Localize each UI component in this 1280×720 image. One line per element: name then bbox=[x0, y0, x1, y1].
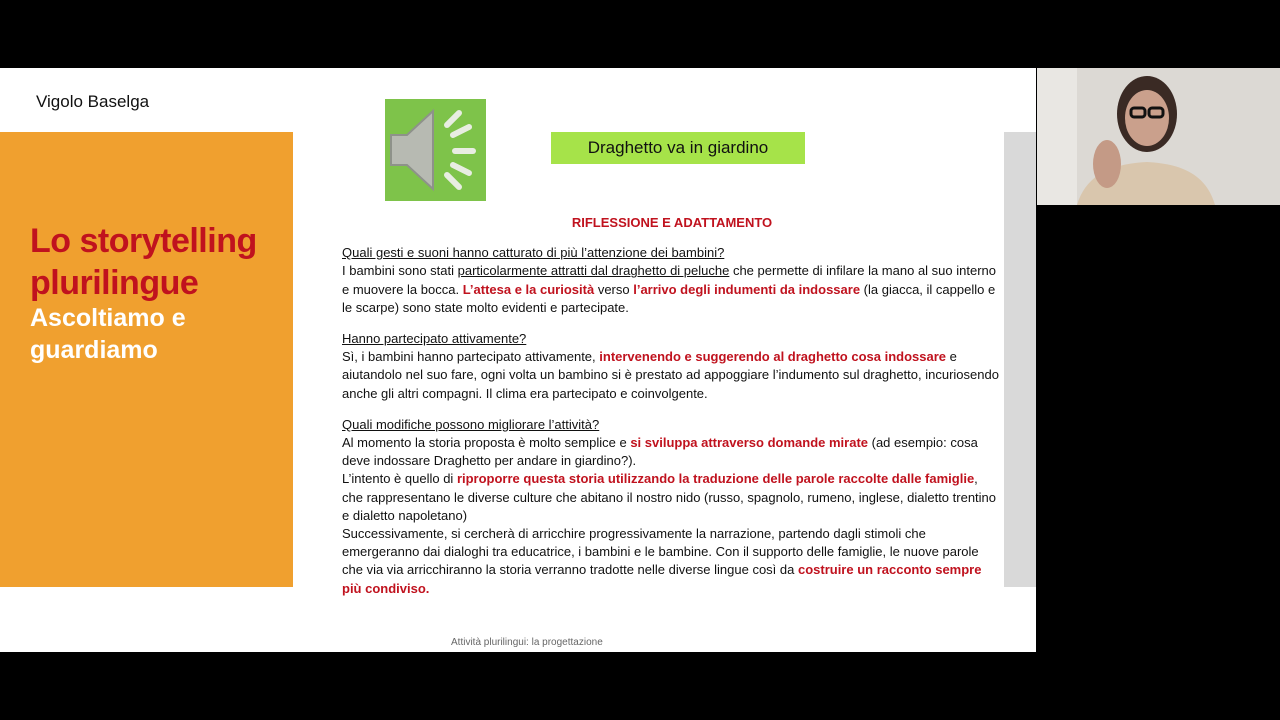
answer-1-text: (la giacca, il cappello e le scarpe) sono state molto evidenti e partecipate. bbox=[342, 281, 996, 315]
answer-3-text: Al momento la storia proposta è molto semplice e bbox=[342, 435, 631, 451]
section-heading: RIFLESSIONE E ADATTAMENTO bbox=[571, 215, 773, 230]
question-3: Quali modifiche possono migliorare l’attività? bbox=[342, 416, 600, 432]
answer-3-text: Successivamente, si cercherà di arricchire progressivamente la narrazione, partendo dagli stimoli che emergeranno dai dialoghi tra educatrice, i bambini e le bambine. Con il supporto delle famiglie, le nuove parole che via via arricchiranno la storia verranno tradotte nelle diverse lingue così da bbox=[342, 526, 979, 578]
question-block-3 bbox=[342, 416, 1002, 598]
answer-3-text: (ad esempio: cosa deve indossare Draghetto per andare in giardino?). bbox=[342, 435, 978, 469]
answer-3-text: , che rappresentano le diverse culture che abitano il nostro nido (russo, spagnolo, rumeno, inglese, dialetto trentino e dialetto napoletano) bbox=[342, 471, 997, 523]
question-1: Quali gesti e suoni hanno catturato di più l’attenzione dei bambini? bbox=[342, 245, 725, 261]
answer-3-highlight: si sviluppa attraverso domande mirate bbox=[630, 435, 869, 451]
answer-2-highlight: intervenendo e suggerendo al draghetto cosa indossare bbox=[599, 349, 947, 365]
answer-1-highlight: l’arrivo degli indumenti da indossare bbox=[633, 281, 861, 297]
answer-1-text: verso bbox=[594, 281, 634, 297]
webcam-video-thumbnail[interactable] bbox=[1037, 68, 1280, 205]
location-label: Vigolo Baselga bbox=[36, 92, 150, 111]
presenter-avatar bbox=[1037, 68, 1280, 205]
question-block-2 bbox=[342, 330, 1002, 403]
answer-2-text: e aiutandolo nel suo fare, ogni volta un bambino si è prestato ad appoggiare l’indumento sul draghetto, incuriosendo anche gli altri compagni. Il clima era partecipato e coinvolgente. bbox=[342, 349, 999, 401]
audio-play-button[interactable] bbox=[385, 99, 486, 201]
slide-body bbox=[342, 214, 1002, 611]
slide-title: Lo storytelling plurilingue bbox=[30, 222, 257, 302]
slide-subtitle: Ascoltiamo e guardiamo bbox=[30, 304, 186, 364]
answer-3-highlight: riproporre questa storia utilizzando la traduzione delle parole raccolte dalle famiglie bbox=[456, 471, 975, 487]
speaker-icon bbox=[385, 99, 486, 201]
answer-2-text: Sì, i bambini hanno partecipato attivamente, bbox=[342, 349, 600, 365]
presentation-slide bbox=[0, 68, 1036, 652]
answer-1-highlight: L’attesa e la curiosità bbox=[462, 281, 595, 297]
side-bar bbox=[1004, 132, 1036, 587]
answer-1-underline: particolarmente attratti dal draghetto di peluche bbox=[457, 263, 730, 279]
answer-3-text: L’intento è quello di bbox=[342, 471, 457, 487]
story-title: Draghetto va in giardino bbox=[551, 132, 805, 164]
answer-1-text: I bambini sono stati bbox=[342, 263, 458, 279]
answer-1-text: che permette di infilare la mano al suo interno e muovere la bocca. bbox=[342, 263, 996, 297]
question-block-1 bbox=[342, 244, 1002, 317]
question-2: Hanno partecipato attivamente? bbox=[342, 331, 527, 347]
answer-3-highlight: costruire un racconto sempre più condiviso. bbox=[342, 562, 982, 596]
slide-footer: Attività plurilingui: la progettazione bbox=[451, 637, 603, 648]
